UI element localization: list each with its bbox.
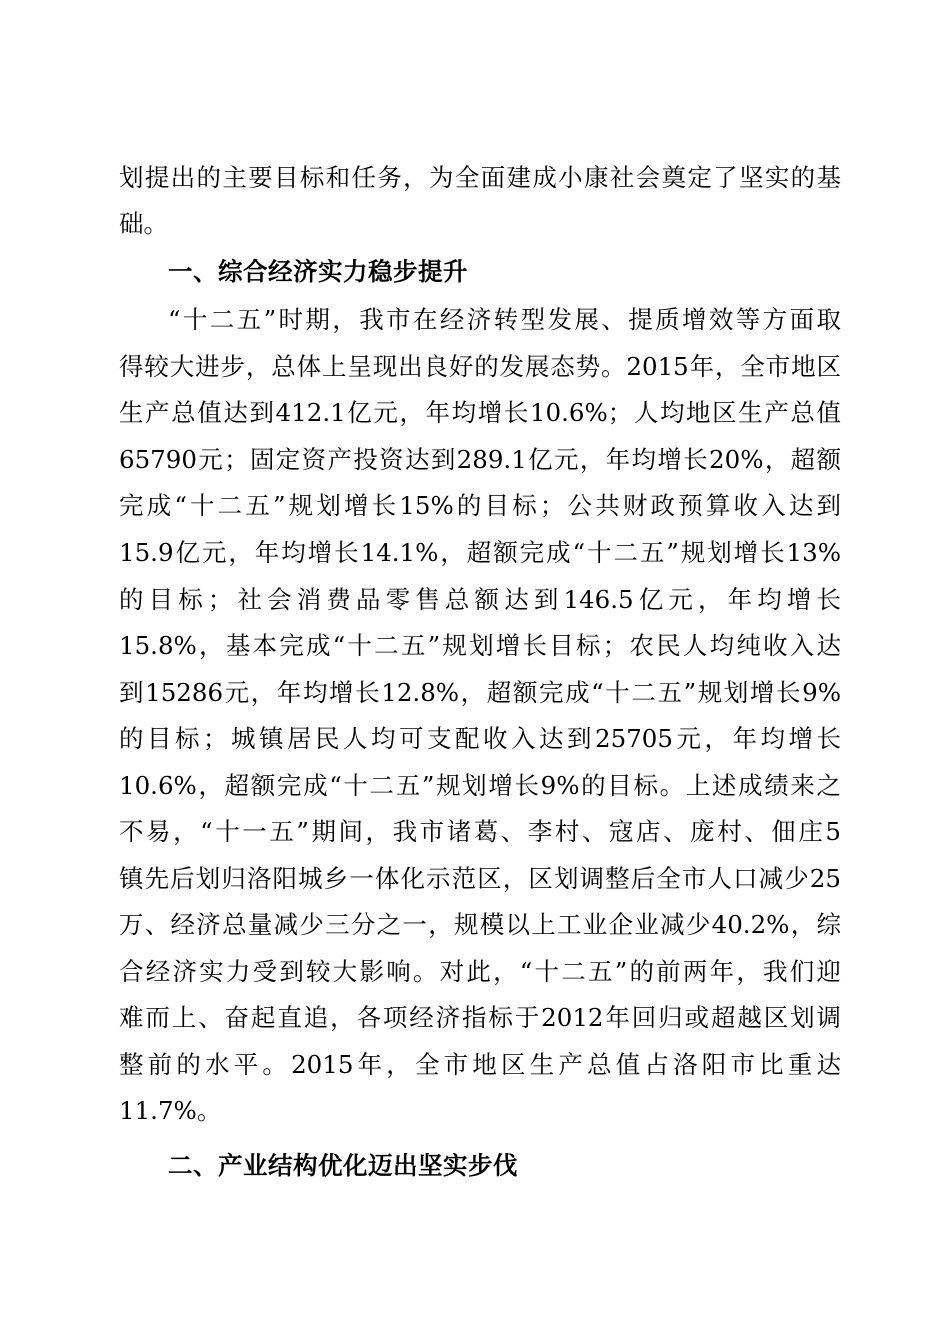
paragraph-line: 得较大进步，总体上呈现出良好的发展态势。2015年，全市地区 [119,352,841,381]
paragraph-line: 整前的水平。2015年，全市地区生产总值占洛阳市比重达 [119,1050,841,1079]
section-heading-1: 一、综合经济实力稳步提升 [168,257,468,286]
paragraph-line: 10.6%，超额完成“十二五”规划增长9%的目标。上述成绩来之 [119,771,841,800]
paragraph-line: 15.8%，基本完成“十二五”规划增长目标；农民人均纯收入达 [119,631,841,660]
paragraph-line: “十二五”时期，我市在经济转型发展、提质增效等方面取 [168,305,841,334]
paragraph-line: 础。 [119,209,168,238]
paragraph-line: 的目标；社会消费品零售总额达到146.5亿元，年均增长 [119,585,841,614]
paragraph-line: 15.9亿元，年均增长14.1%，超额完成“十二五”规划增长13% [119,538,841,567]
paragraph-line: 不易，“十一五”期间，我市诸葛、李村、寇店、庞村、佃庄5 [119,817,841,846]
paragraph-line: 万、经济总量减少三分之一，规模以上工业企业减少40.2%，综 [119,910,841,939]
paragraph-line: 11.7%。 [119,1096,222,1125]
paragraph-line: 镇先后划归洛阳城乡一体化示范区，区划调整后全市人口减少25 [119,864,841,893]
paragraph-line: 合经济实力受到较大影响。对此，“十二五”的前两年，我们迎 [119,957,841,986]
paragraph-line: 难而上、奋起直追，各项经济指标于2012年回归或超越区划调 [119,1003,841,1032]
paragraph-line: 的目标；城镇居民人均可支配收入达到25705元，年均增长 [119,724,841,753]
paragraph-line: 完成“十二五”规划增长15%的目标；公共财政预算收入达到 [119,491,841,520]
paragraph-line: 65790元；固定资产投资达到289.1亿元，年均增长20%，超额 [119,445,841,474]
paragraph-line: 划提出的主要目标和任务，为全面建成小康社会奠定了坚实的基 [119,163,841,192]
paragraph-line: 到15286元，年均增长12.8%，超额完成“十二五”规划增长9% [119,678,841,707]
paragraph-line: 生产总值达到412.1亿元，年均增长10.6%；人均地区生产总值 [119,398,841,427]
section-heading-2: 二、产业结构优化迈出坚实步伐 [168,1151,518,1180]
